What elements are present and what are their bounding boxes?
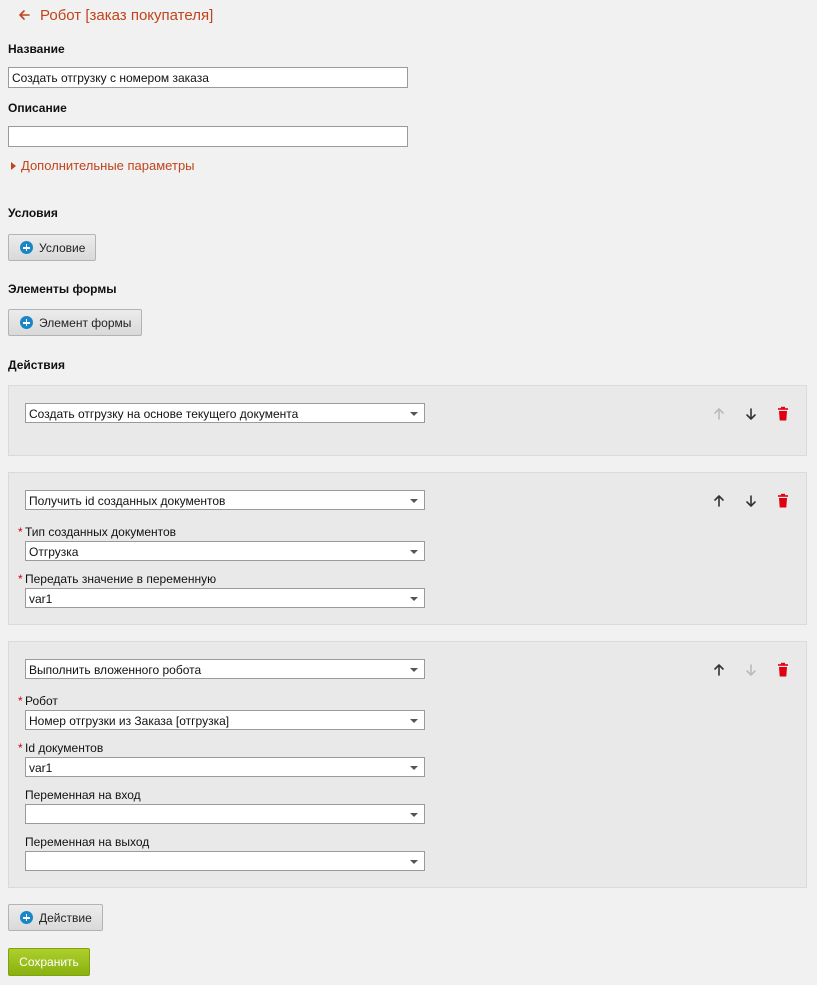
trash-icon[interactable] bbox=[775, 493, 791, 509]
field-label: Переменная на вход bbox=[25, 788, 141, 802]
arrow-down-icon[interactable] bbox=[743, 662, 759, 678]
arrow-down-icon[interactable] bbox=[743, 406, 759, 422]
plus-circle-icon bbox=[20, 316, 33, 329]
add-condition-label: Условие bbox=[39, 240, 86, 255]
select-value: Номер отгрузки из Заказа [отгрузка] bbox=[29, 714, 230, 728]
field-label: Тип созданных документов bbox=[25, 525, 177, 539]
actions-label: Действия bbox=[8, 358, 66, 372]
arrow-left-icon bbox=[16, 7, 32, 23]
chevron-down-icon bbox=[410, 766, 418, 770]
action-panel bbox=[8, 472, 807, 625]
created-doc-type-select[interactable] bbox=[25, 541, 425, 561]
action-type-select[interactable] bbox=[25, 490, 425, 510]
add-action-label: Действие bbox=[39, 910, 92, 925]
plus-circle-icon bbox=[20, 911, 33, 924]
trash-icon[interactable] bbox=[775, 406, 791, 422]
output-variable-select[interactable] bbox=[25, 851, 425, 871]
add-action-button[interactable] bbox=[8, 904, 103, 931]
action-type-select[interactable] bbox=[25, 403, 425, 423]
action-panel bbox=[8, 385, 807, 456]
chevron-down-icon bbox=[410, 668, 418, 672]
advanced-params-toggle[interactable] bbox=[8, 158, 195, 173]
field-label: Передать значение в переменную bbox=[25, 572, 217, 586]
chevron-down-icon bbox=[410, 597, 418, 601]
arrow-down-icon[interactable] bbox=[743, 493, 759, 509]
form-elements-label: Элементы формы bbox=[8, 282, 117, 296]
required-marker: * bbox=[18, 525, 23, 539]
chevron-down-icon bbox=[410, 860, 418, 864]
add-condition-button[interactable] bbox=[8, 234, 96, 261]
trash-icon[interactable] bbox=[775, 662, 791, 678]
description-input[interactable] bbox=[8, 126, 408, 147]
robot-select[interactable] bbox=[25, 710, 425, 730]
action-type-value: Получить id созданных документов bbox=[29, 494, 226, 508]
field-label: Id документов bbox=[25, 741, 104, 755]
action-panel bbox=[8, 641, 807, 888]
arrow-up-icon[interactable] bbox=[711, 662, 727, 678]
add-form-element-button[interactable] bbox=[8, 309, 142, 336]
chevron-down-icon bbox=[410, 499, 418, 503]
description-label: Описание bbox=[8, 101, 67, 115]
name-label: Название bbox=[8, 42, 65, 56]
field-label: Робот bbox=[25, 694, 58, 708]
chevron-down-icon bbox=[410, 813, 418, 817]
conditions-label: Условия bbox=[8, 206, 58, 220]
action-type-value: Создать отгрузку на основе текущего документа bbox=[29, 407, 299, 421]
arrow-up-icon[interactable] bbox=[711, 406, 727, 422]
arrow-up-icon[interactable] bbox=[711, 493, 727, 509]
advanced-params-label: Дополнительные параметры bbox=[21, 158, 195, 173]
name-input[interactable] bbox=[8, 67, 408, 88]
chevron-down-icon bbox=[410, 412, 418, 416]
chevron-down-icon bbox=[410, 550, 418, 554]
select-value: Отгрузка bbox=[29, 545, 79, 559]
action-type-value: Выполнить вложенного робота bbox=[29, 663, 202, 677]
caret-right-icon bbox=[11, 162, 16, 170]
doc-ids-select[interactable] bbox=[25, 757, 425, 777]
back-link[interactable] bbox=[16, 5, 213, 25]
add-form-element-label: Элемент формы bbox=[39, 315, 132, 330]
action-type-select[interactable] bbox=[25, 659, 425, 679]
save-button[interactable]: Сохранить bbox=[8, 948, 90, 976]
chevron-down-icon bbox=[410, 719, 418, 723]
page-title: Робот [заказ покупателя] bbox=[40, 6, 214, 24]
field-label: Переменная на выход bbox=[25, 835, 150, 849]
select-value: var1 bbox=[29, 761, 53, 775]
required-marker: * bbox=[18, 694, 23, 708]
target-variable-select[interactable] bbox=[25, 588, 425, 608]
select-value: var1 bbox=[29, 592, 53, 606]
input-variable-select[interactable] bbox=[25, 804, 425, 824]
required-marker: * bbox=[18, 572, 23, 586]
plus-circle-icon bbox=[20, 241, 33, 254]
required-marker: * bbox=[18, 741, 23, 755]
